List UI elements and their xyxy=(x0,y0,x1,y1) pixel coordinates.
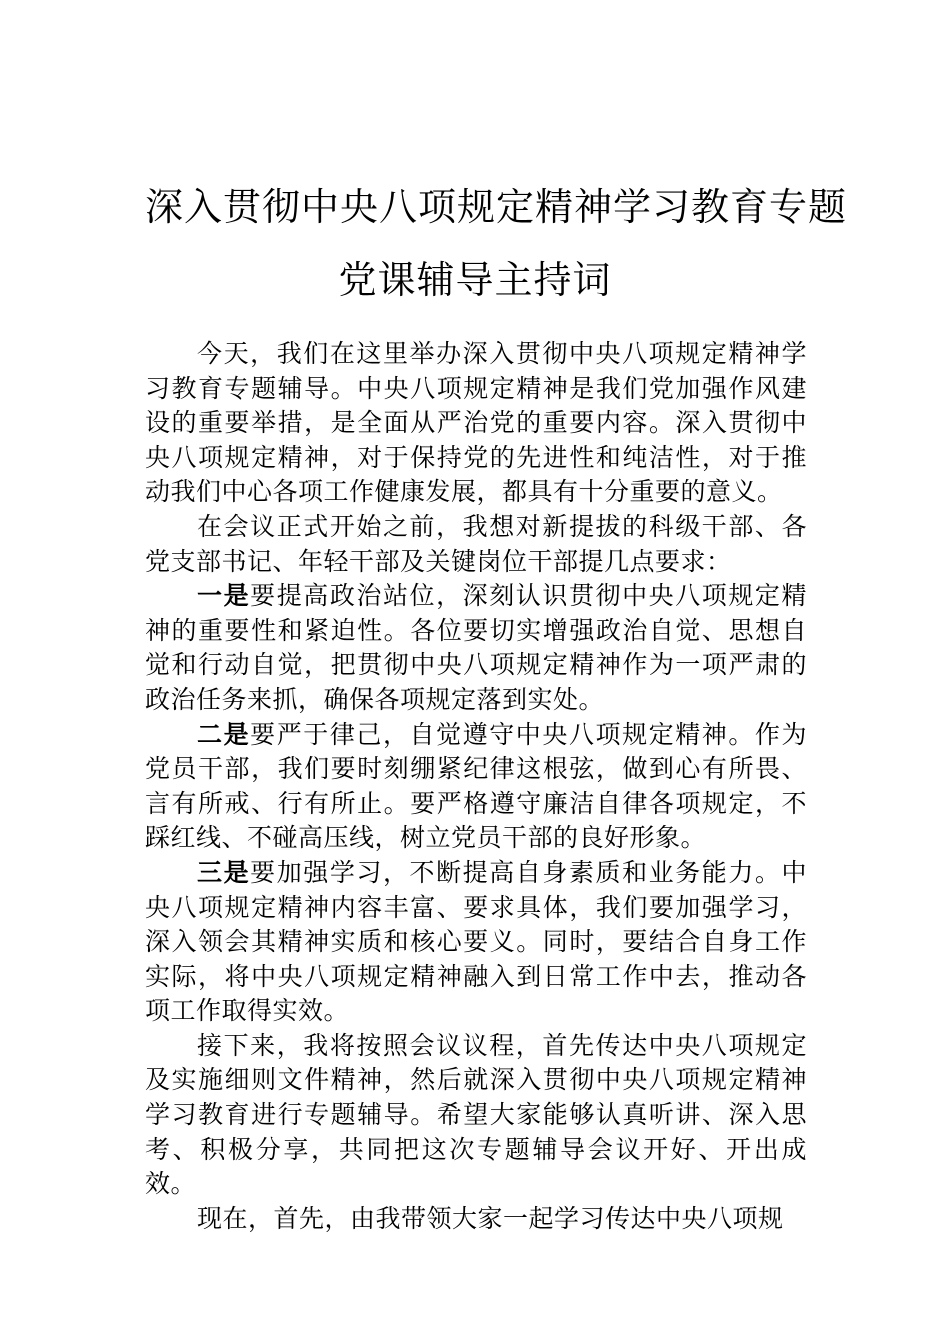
paragraph-lead: 一是 xyxy=(197,581,251,611)
paragraph-text: 在会议正式开始之前，我想对新提拔的科级干部、各党支部书记、年轻干部及关键岗位干部提几点要求： xyxy=(145,511,807,576)
paragraph-text: 接下来，我将按照会议议程，首先传达中央八项规定及实施细则文件精神，然后就深入贯彻中央八项规定精神学习教育进行专题辅导。希望大家能够认真听讲、深入思考、积极分享，共同把这次专题辅导会议开好、开出成效。 xyxy=(145,1030,807,1199)
document-body xyxy=(145,337,807,1236)
paragraph-requirement-1 xyxy=(145,579,807,717)
paragraph-lead: 三是 xyxy=(197,857,251,887)
paragraph-opening xyxy=(145,337,807,510)
document-title-line-1: 深入贯彻中央八项规定精神学习教育专题 xyxy=(145,185,848,229)
paragraph-text: 要严于律己，自觉遵守中央八项规定精神。作为党员干部，我们要时刻绷紧纪律这根弦，做到心有所畏、言有所戒、行有所止。要严格遵守廉洁自律各项规定，不踩红线、不碰高压线，树立党员干部的良好形象。 xyxy=(145,719,807,853)
paragraph-text: 要加强学习，不断提高自身素质和业务能力。中央八项规定精神内容丰富、要求具体，我们要加强学习，深入领会其精神实质和核心要义。同时，要结合自身工作实际，将中央八项规定精神融入到日常工作中去，推动各项工作取得实效。 xyxy=(145,857,807,1026)
paragraph-requirement-3 xyxy=(145,856,807,1029)
paragraph-lead: 二是 xyxy=(197,719,251,749)
paragraph-agenda xyxy=(145,1029,807,1202)
paragraph-text: 现在，首先，由我带领大家一起学习传达中央八项规 xyxy=(197,1203,784,1233)
paragraph-requirement-2 xyxy=(145,718,807,856)
paragraph-text: 要提高政治站位，深刻认识贯彻中央八项规定精神的重要性和紧迫性。各位要切实增强政治自觉、思想自觉和行动自觉，把贯彻中央八项规定精神作为一项严肃的政治任务来抓，确保各项规定落到实处。 xyxy=(145,581,807,714)
paragraph-closing xyxy=(145,1202,807,1237)
paragraph-requirements-intro xyxy=(145,510,807,579)
paragraph-text: 今天，我们在这里举办深入贯彻中央八项规定精神学习教育专题辅导。中央八项规定精神是我们党加强作风建设的重要举措，是全面从严治党的重要内容。深入贯彻中央八项规定精神，对于保持党的先进性和纯洁性，对于推动我们中心各项工作健康发展，都具有十分重要的意义。 xyxy=(145,339,807,507)
document-title-line-2: 党课辅导主持词 xyxy=(338,258,612,302)
